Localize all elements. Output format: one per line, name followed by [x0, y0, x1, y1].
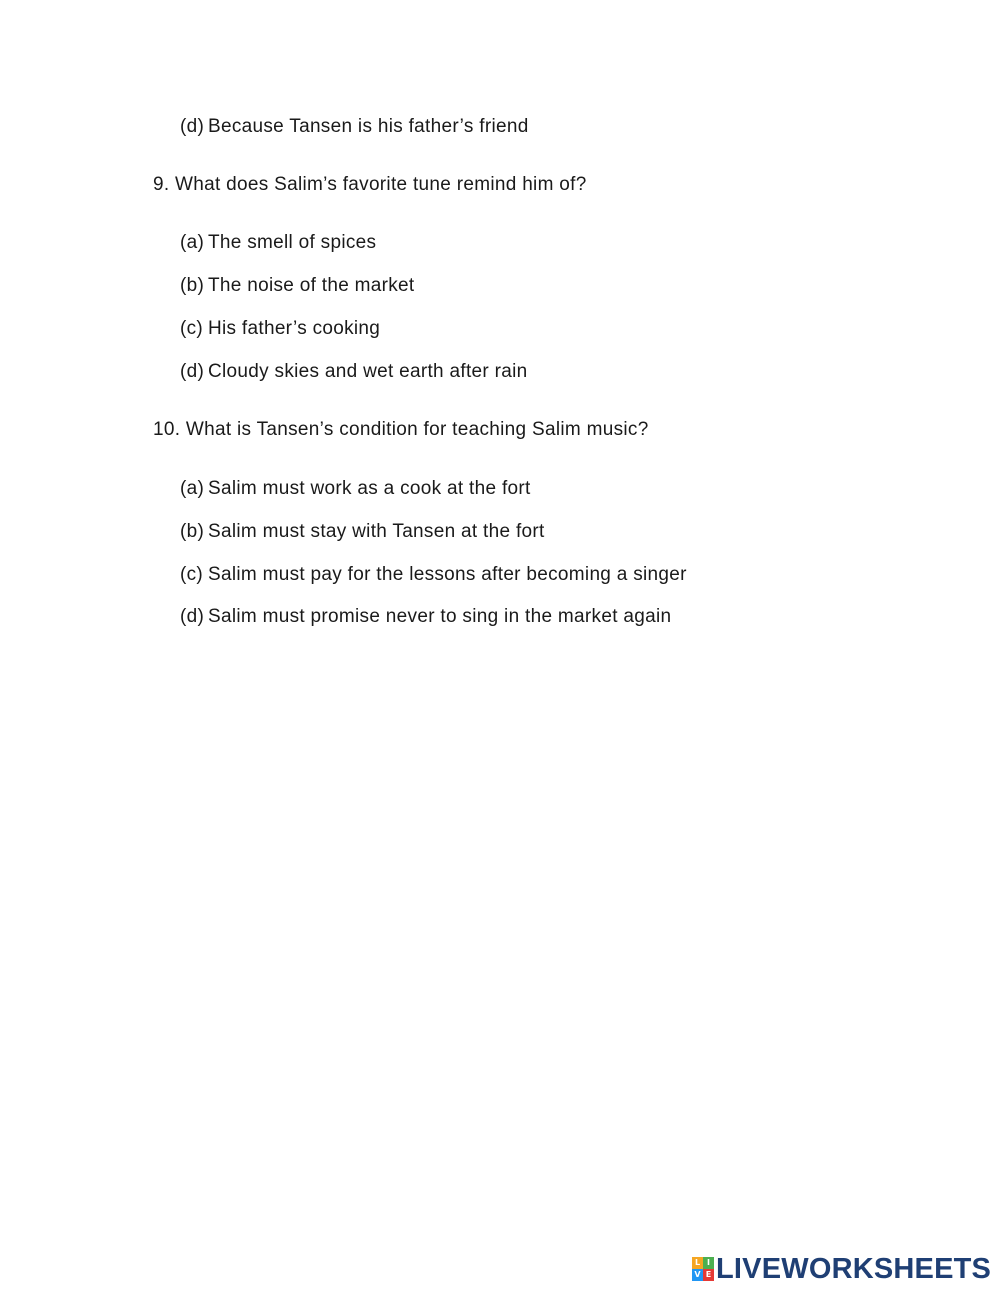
- option-letter: (b): [180, 521, 205, 542]
- option-letter: (a): [180, 232, 205, 253]
- option-d[interactable]: [180, 115, 529, 139]
- question-9-text: 9. What does Salim’s favorite tune remind him of?: [153, 174, 587, 195]
- option-text: His father’s cooking: [208, 318, 381, 339]
- question-10-text: 10. What is Tansen’s condition for teaching Salim music?: [153, 419, 649, 440]
- option-text: The noise of the market: [208, 275, 415, 296]
- q10-option-c[interactable]: [180, 563, 687, 587]
- option-letter: (d): [180, 361, 205, 382]
- option-text: The smell of spices: [208, 232, 377, 253]
- q10-option-d[interactable]: [180, 605, 671, 629]
- q9-option-a[interactable]: [180, 231, 376, 255]
- q9-option-b[interactable]: [180, 274, 415, 298]
- logo-mark-letter: E: [703, 1269, 714, 1281]
- logo-mark-letter: V: [692, 1269, 703, 1281]
- option-text: Because Tansen is his father’s friend: [208, 116, 529, 137]
- q9-option-d[interactable]: [180, 360, 527, 384]
- option-letter: (d): [180, 606, 205, 627]
- option-letter: (a): [180, 478, 205, 499]
- option-letter: (c): [180, 318, 204, 339]
- option-text: Salim must pay for the lessons after becoming a singer: [208, 564, 687, 585]
- option-letter: (d): [180, 116, 205, 137]
- logo-mark-letter: L: [692, 1257, 703, 1269]
- option-letter: (b): [180, 275, 205, 296]
- q10-option-a[interactable]: [180, 477, 531, 501]
- option-text: Cloudy skies and wet earth after rain: [208, 361, 528, 382]
- logo-text: LIVEWORKSHEETS: [716, 1253, 992, 1285]
- q10-option-b[interactable]: [180, 520, 545, 544]
- logo-mark-icon: [692, 1257, 714, 1281]
- option-text: Salim must stay with Tansen at the fort: [208, 521, 545, 542]
- logo-mark-letter: I: [703, 1257, 714, 1269]
- liveworksheets-logo: [692, 1254, 991, 1284]
- q9-option-c[interactable]: [180, 317, 380, 341]
- option-letter: (c): [180, 564, 204, 585]
- option-text: Salim must promise never to sing in the market again: [208, 606, 672, 627]
- option-text: Salim must work as a cook at the fort: [208, 478, 531, 499]
